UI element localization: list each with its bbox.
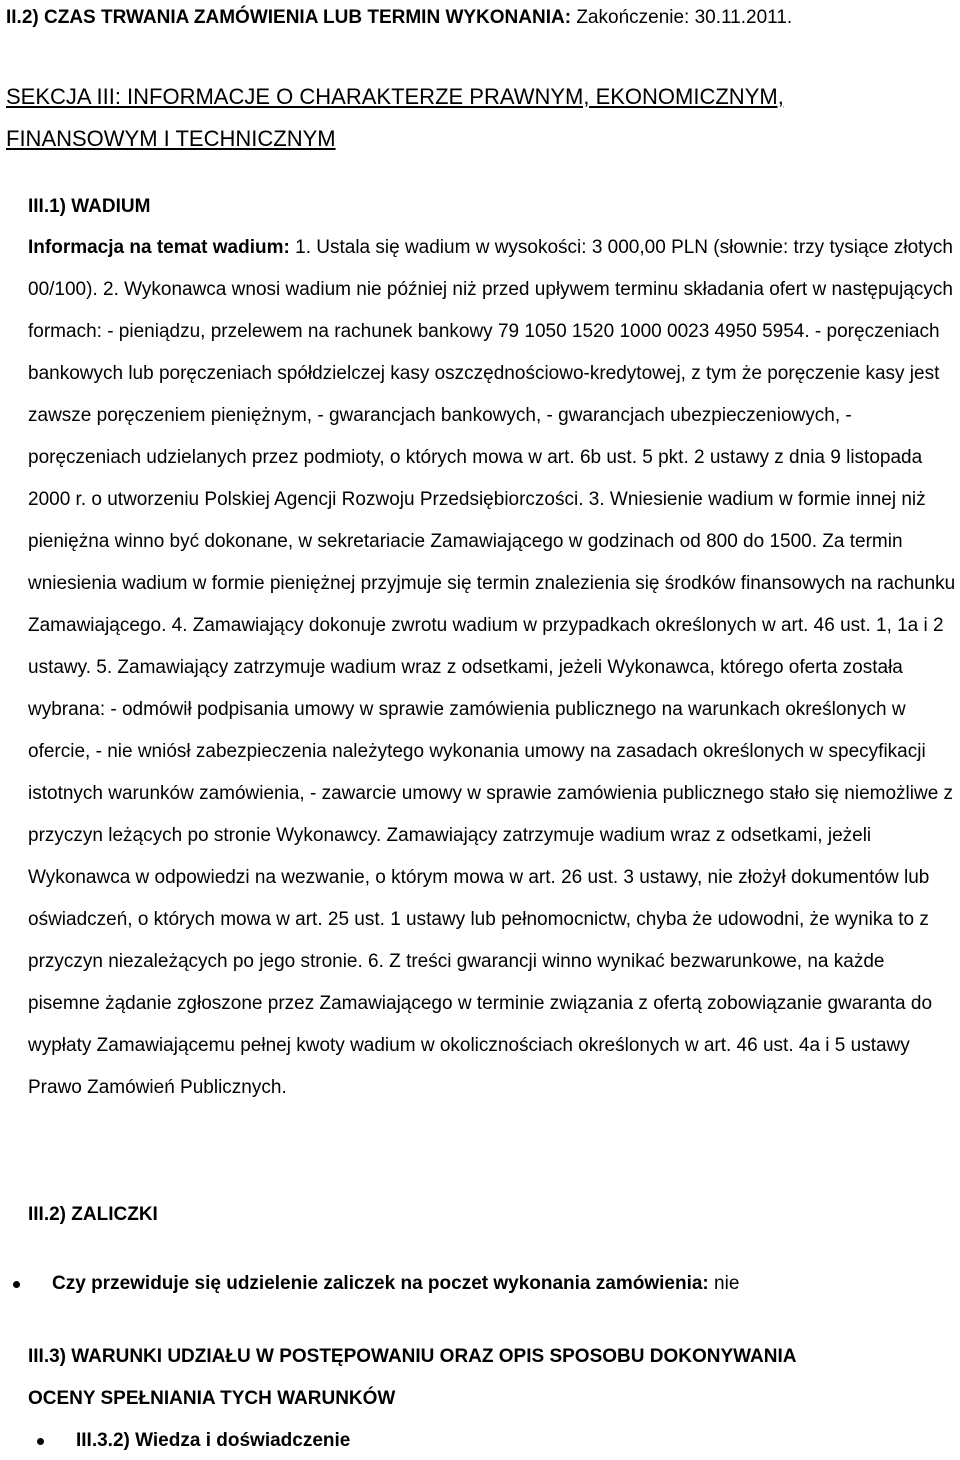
section-title-line1: SEKCJA III: INFORMACJE O CHARAKTERZE PRAWNYM, EKONOMICZNYM, <box>6 84 784 109</box>
duration-value: Zakończenie: 30.11.2011. <box>571 7 793 28</box>
warunki-item: III.3.2) Wiedza i doświadczenie <box>76 1430 351 1451</box>
zaliczki-heading: III.2) ZALICZKI <box>28 1204 158 1225</box>
section-title-line2: FINANSOWYM I TECHNICZNYM <box>6 126 336 151</box>
wadium-heading: III.1) WADIUM <box>28 196 151 217</box>
wadium-body: 1. Ustala się wadium w wysokości: 3 000,00 PLN (słownie: trzy tysiące złotych 00/100). 2. Wykonawca wnosi wadium nie później niż przed upływem terminu składania ofert w następujących formach: - pieniądzu, przelewem na rachunek bankowy 79 1050 1520 1000 0023 4950 5954. - poręczeniach bankowych lub poręczeniach spółdzielczej kasy oszczędnościowo-kredytowej, z tym że poręczenie kasy jest zawsze poręczeniem pieniężnym, - gwarancjach bankowych, - gwarancjach ubezpieczeniowych, - poręczeniach udzielanych przez podmioty, o których mowa w art. 6b ust. 5 pkt. 2 ustawy z dnia 9 listopada 2000 r. o utworzeniu Polskiej Agencji Rozwoju Przedsiębiorczości. 3. Wniesienie wadium w formie innej niż pieniężna winno być dokonane, w sekretariacie Zamawiającego w godzinach od 800 do 1500. Za termin wniesienia wadium w formie pieniężnej przyjmuje się termin znalezienia się środków finansowych na rachunku Zamawiającego. 4. Zamawiający dokonuje zwrotu wadium w przypadkach określonych w art. 46 ust. 1, 1a i 2 ustawy. 5. Zamawiający zatrzymuje wadium wraz z odsetkami, jeżeli Wykonawca, którego oferta została wybrana: - odmówił podpisania umowy w sprawie zamówienia publicznego na warunkach określonych w ofercie, - nie wniósł zabezpieczenia należytego wykonania umowy na zasadach określonych w specyfikacji istotnych warunków zamówienia, - zawarcie umowy w sprawie zamówienia publicznego stało się niemożliwe z przyczyn leżących po stronie Wykonawcy. Zamawiający zatrzymuje wadium wraz z odsetkami, jeżeli Wykonawca w odpowiedzi na wezwanie, o którym mowa w art. 26 ust. 3 ustawy, nie złożył dokumentów lub oświadczeń, o których mowa w art. 25 ust. 1 ustawy lub pełnomocnictw, chyba że udowodni, że wynika to z przyczyn niezależących po jego stronie. 6. Z treści gwarancji winno wynikać bezwarunkowe, na każde pisemne żądanie zgłoszone przez Zamawiającego w terminie związania z ofertą zobowiązanie gwaranta do wypłaty Zamawiającemu pełnej kwoty wadium w okolicznościach określonych w art. 46 ust. 4a i 5 ustawy Prawo Zamówień Publicznych. <box>28 237 956 1098</box>
warunki-heading-line1: III.3) WARUNKI UDZIAŁU W POSTĘPOWANIU ORAZ OPIS SPOSOBU DOKONYWANIA <box>28 1346 797 1367</box>
zaliczki-answer: nie <box>708 1273 740 1294</box>
bullet-icon <box>37 1438 44 1445</box>
bullet-icon <box>13 1281 20 1288</box>
wadium-info-label: Informacja na temat wadium: <box>28 237 290 258</box>
warunki-heading-line2: OCENY SPEŁNIANIA TYCH WARUNKÓW <box>28 1388 396 1409</box>
zaliczki-bullet-item <box>13 1273 739 1295</box>
zaliczki-question-text <box>52 1273 739 1295</box>
wadium-paragraph <box>28 227 960 1109</box>
warunki-bullet-item <box>37 1430 350 1452</box>
duration-line <box>6 7 792 29</box>
duration-label: II.2) CZAS TRWANIA ZAMÓWIENIA LUB TERMIN WYKONANIA: <box>6 7 572 28</box>
zaliczki-question: Czy przewiduje się udzielenie zaliczek na poczet wykonania zamówienia: <box>52 1273 709 1294</box>
